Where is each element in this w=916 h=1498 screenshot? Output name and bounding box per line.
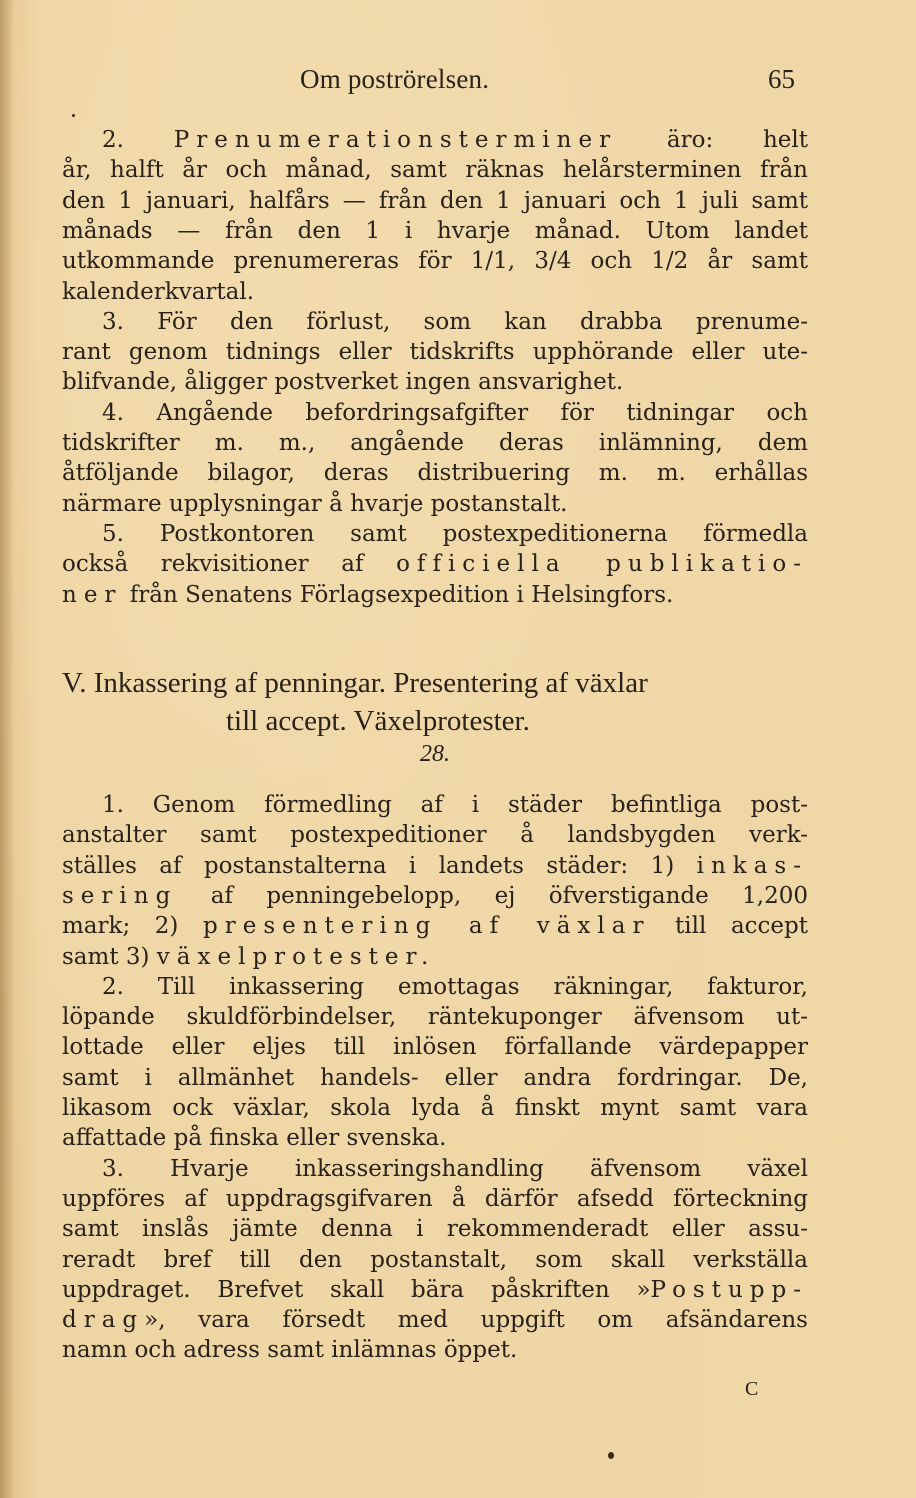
text-line — [62, 1063, 808, 1093]
text-line — [102, 972, 808, 1002]
text-line — [62, 216, 808, 246]
emphasized-text: drag — [62, 1307, 145, 1334]
ink-speck — [72, 114, 75, 117]
text-span: tidskrifter m. m., angående deras inlämning, dem — [62, 430, 808, 456]
text-line — [62, 489, 808, 519]
text-line — [102, 519, 808, 549]
text-span: 3. För den förlust, som kan drabba prenume- — [102, 308, 808, 335]
emphasized-text: officiella publikatio- — [396, 551, 808, 578]
text-line — [62, 458, 808, 488]
emphasized-text: växelprotester. — [156, 943, 436, 970]
text-span: samt inslås jämte denna i rekommenderadt eller assu- — [62, 1216, 808, 1243]
text-span: 2. Till inkassering emottagas räkningar, fakturor, — [102, 973, 808, 1000]
text-line — [62, 1032, 808, 1062]
text-span: samt 3) — [62, 943, 157, 970]
text-line — [102, 1154, 808, 1184]
text-span: åtföljande bilagor, deras distribuering m. m. erhållas — [62, 460, 808, 487]
text-span: också rekvisitioner af — [62, 551, 397, 578]
text-span: 3. Hvarje inkasseringshandling äfvensom växel — [102, 1155, 808, 1182]
text-span: 1. Genom förmedling af i städer befintliga post- — [102, 792, 808, 818]
section-v-heading-line1: V. Inkassering af penningar. Presentering af växlar — [62, 667, 648, 699]
text-line — [62, 851, 808, 881]
text-line — [62, 428, 808, 458]
text-span: månads — från den 1 i hvarje månad. Utom landet — [62, 217, 808, 244]
text-line — [62, 1184, 808, 1214]
text-line — [62, 580, 808, 610]
text-span: 4. Angående befordringsafgifter för tidningar och — [102, 399, 808, 426]
emphasized-text: ner — [62, 581, 123, 608]
emphasized-text: sering — [62, 882, 178, 909]
text-span: affattade på finska eller svenska. — [62, 1125, 447, 1152]
text-span: från Senatens Förlagsexpedition i Helsingfors. — [122, 581, 674, 608]
emphasized-text: Prenumerationsterminer — [173, 127, 618, 153]
text-span: ställes af postanstalterna i landets städer: 1) — [62, 852, 697, 879]
text-line — [102, 790, 808, 820]
text-span: likasom ock växlar, skola lyda å finskt mynt samt vara — [62, 1095, 808, 1121]
text-line — [62, 1305, 808, 1335]
page-number: 65 — [768, 64, 795, 94]
text-span: till accept — [650, 913, 808, 940]
text-line — [62, 942, 808, 972]
text-span: uppdraget. Brefvet skall bära påskriften » — [62, 1276, 651, 1303]
text-line — [62, 155, 808, 185]
text-line — [62, 1214, 808, 1244]
text-line — [62, 881, 808, 911]
text-line — [102, 398, 808, 428]
text-span: kalenderkvartal. — [62, 278, 255, 305]
running-title: Om poströrelsen. — [300, 64, 490, 94]
text-span: den 1 januari, halfårs — från den 1 januari och 1 juli samt — [62, 187, 808, 214]
text-line — [62, 1093, 808, 1123]
text-line — [102, 307, 808, 337]
text-span: blifvande, åligger postverket ingen ansvarighet. — [62, 369, 624, 396]
text-line — [62, 1123, 808, 1153]
text-span: äro: helt — [617, 127, 809, 153]
text-span: löpande skuldförbindelser, räntekuponger äfvensom ut- — [62, 1004, 808, 1031]
page-edge-shadow — [0, 0, 14, 1498]
ink-speck — [608, 1452, 614, 1459]
emphasized-text: inkas- — [696, 852, 808, 879]
emphasized-text: Postupp- — [650, 1276, 808, 1303]
text-span: lottade eller eljes till inlösen förfallande värdepapper — [62, 1034, 808, 1061]
text-span: 5. Postkontoren samt postexpeditionerna förmedla — [102, 520, 808, 547]
text-span: reradt bref till den postanstalt, som skall verkställa — [62, 1246, 808, 1273]
text-span: anstalter samt postexpeditioner å landsbygden verk- — [62, 822, 808, 849]
text-span: namn och adress samt inlämnas öppet. — [62, 1337, 518, 1364]
text-span: 2. — [102, 127, 174, 153]
text-line — [62, 1245, 808, 1275]
text-line — [62, 246, 808, 276]
section-v-heading-line2: till accept. Växelprotester. — [226, 705, 530, 737]
running-head — [0, 64, 916, 104]
text-span: uppföres af uppdragsgifvaren å därför afsedd förteckning — [62, 1185, 808, 1212]
text-line — [62, 549, 808, 579]
text-span: », vara försedt med uppgift om afsändarens — [144, 1307, 808, 1334]
text-span: mark; 2) — [62, 913, 203, 940]
text-line — [62, 186, 808, 216]
text-span: närmare upplysningar å hvarje postanstalt. — [62, 490, 568, 517]
paragraph-number: 28. — [420, 741, 450, 767]
text-span: utkommande prenumereras för 1/1, 3/4 och 1/2 år samt — [62, 248, 808, 275]
text-line — [62, 1335, 808, 1365]
text-line — [102, 125, 808, 155]
text-line — [62, 911, 808, 941]
emphasized-text: presentering af växlar — [203, 913, 651, 940]
text-line — [62, 1002, 808, 1032]
signature-mark: C — [745, 1378, 759, 1400]
text-span: rant genom tidnings eller tidskrifts upphörande eller ute- — [62, 339, 808, 366]
text-span: samt i allmänhet handels- eller andra fordringar. De, — [62, 1064, 808, 1091]
text-line — [62, 277, 808, 307]
text-line — [62, 367, 808, 397]
text-line — [62, 820, 808, 850]
text-line — [62, 1275, 808, 1305]
text-span: af penningebelopp, ej öfverstigande 1,200 — [177, 882, 808, 909]
text-line — [62, 337, 808, 367]
text-span: år, halft år och månad, samt räknas helårsterminen från — [62, 157, 808, 184]
